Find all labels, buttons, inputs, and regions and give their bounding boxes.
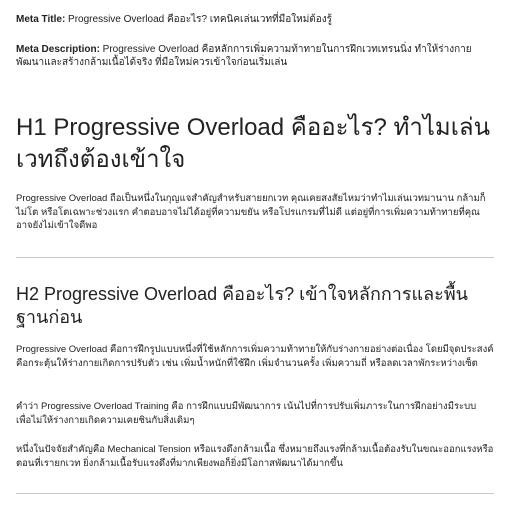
section-divider — [16, 257, 494, 258]
section-divider-bottom — [16, 493, 494, 494]
meta-title-label: Meta Title: — [16, 14, 66, 25]
meta-description — [16, 43, 494, 69]
meta-description-label: Meta Description: — [16, 44, 100, 55]
paragraph-mechanical-tension: หนึ่งในปัจจัยสำคัญคือ Mechanical Tension หรือแรงดึงกล้ามเนื้อ ซึ่งหมายถึงแรงที่กล้ามเนื้อต้องรับในขณะออกแรงหรือตอนที่เรายกเวท ยิ่งกล้ามเนื้อรับแรงดึงที่มากเพียงพอก็ยิ่งมีโอกาสพัฒนาได้มากขึ้น — [16, 444, 494, 469]
meta-description-text: Progressive Overload คือหลักการเพิ่มความท้าทายในการฝึกเวทเทรนนิ่ง ทำให้ร่างกายพัฒนาและสร้างกล้ามเนื้อได้จริง ที่มือใหม่ควรเข้าใจก่อนเริ่มเล่น — [16, 44, 472, 68]
paragraph-training: คำว่า Progressive Overload Training คือ การฝึกแบบมีพัฒนาการ เน้นไปที่การปรับเพิ่มภาระในการฝึกอย่างมีระบบ เพื่อไม่ให้ร่างกายเกิดความเคยชินกับสิ่งเดิมๆ — [16, 401, 477, 426]
meta-title — [16, 13, 494, 26]
article-heading-2: H2 Progressive Overload คืออะไร? เข้าใจหลักการและพื้นฐานก่อน — [16, 284, 468, 327]
intro-paragraph: Progressive Overload ถือเป็นหนึ่งในกุญแจสำคัญสำหรับสายยกเวท คุณเคยสงสัยไหมว่าทำไมเล่นเวทมานาน กล้ามก็ไม่โต หรือโตเฉพาะช่วงแรก คำตอบอาจไม่ได้อยู่ที่ความขยัน หรือโปรแกรมที่ไม่ดี แต่อยู่ที่การเพิ่มความท้าทายที่คุณอาจยังไม่เข้าใจดีพอ — [16, 193, 486, 231]
meta-title-text: Progressive Overload คืออะไร? เทคนิคเล่นเวทที่มือใหม่ต้องรู้ — [65, 14, 333, 25]
article-heading-1: H1 Progressive Overload คืออะไร? ทำไมเล่นเวทถึงต้องเข้าใจ — [16, 114, 491, 173]
paragraph-definition: Progressive Overload คือการฝึกรูปแบบหนึ่งที่ใช้หลักการเพิ่มความท้าทายให้กับร่างกายอย่างต่อเนื่อง โดยมีจุดประสงค์คือกระตุ้นให้ร่างกายเกิดการปรับตัว เช่น เพิ่มน้ำหนักที่ใช้ฝึก เพิ่มจำนวนครั้ง เพิ่มความถี่ หรือลดเวลาพักระหว่างเซ็ต — [16, 344, 494, 369]
